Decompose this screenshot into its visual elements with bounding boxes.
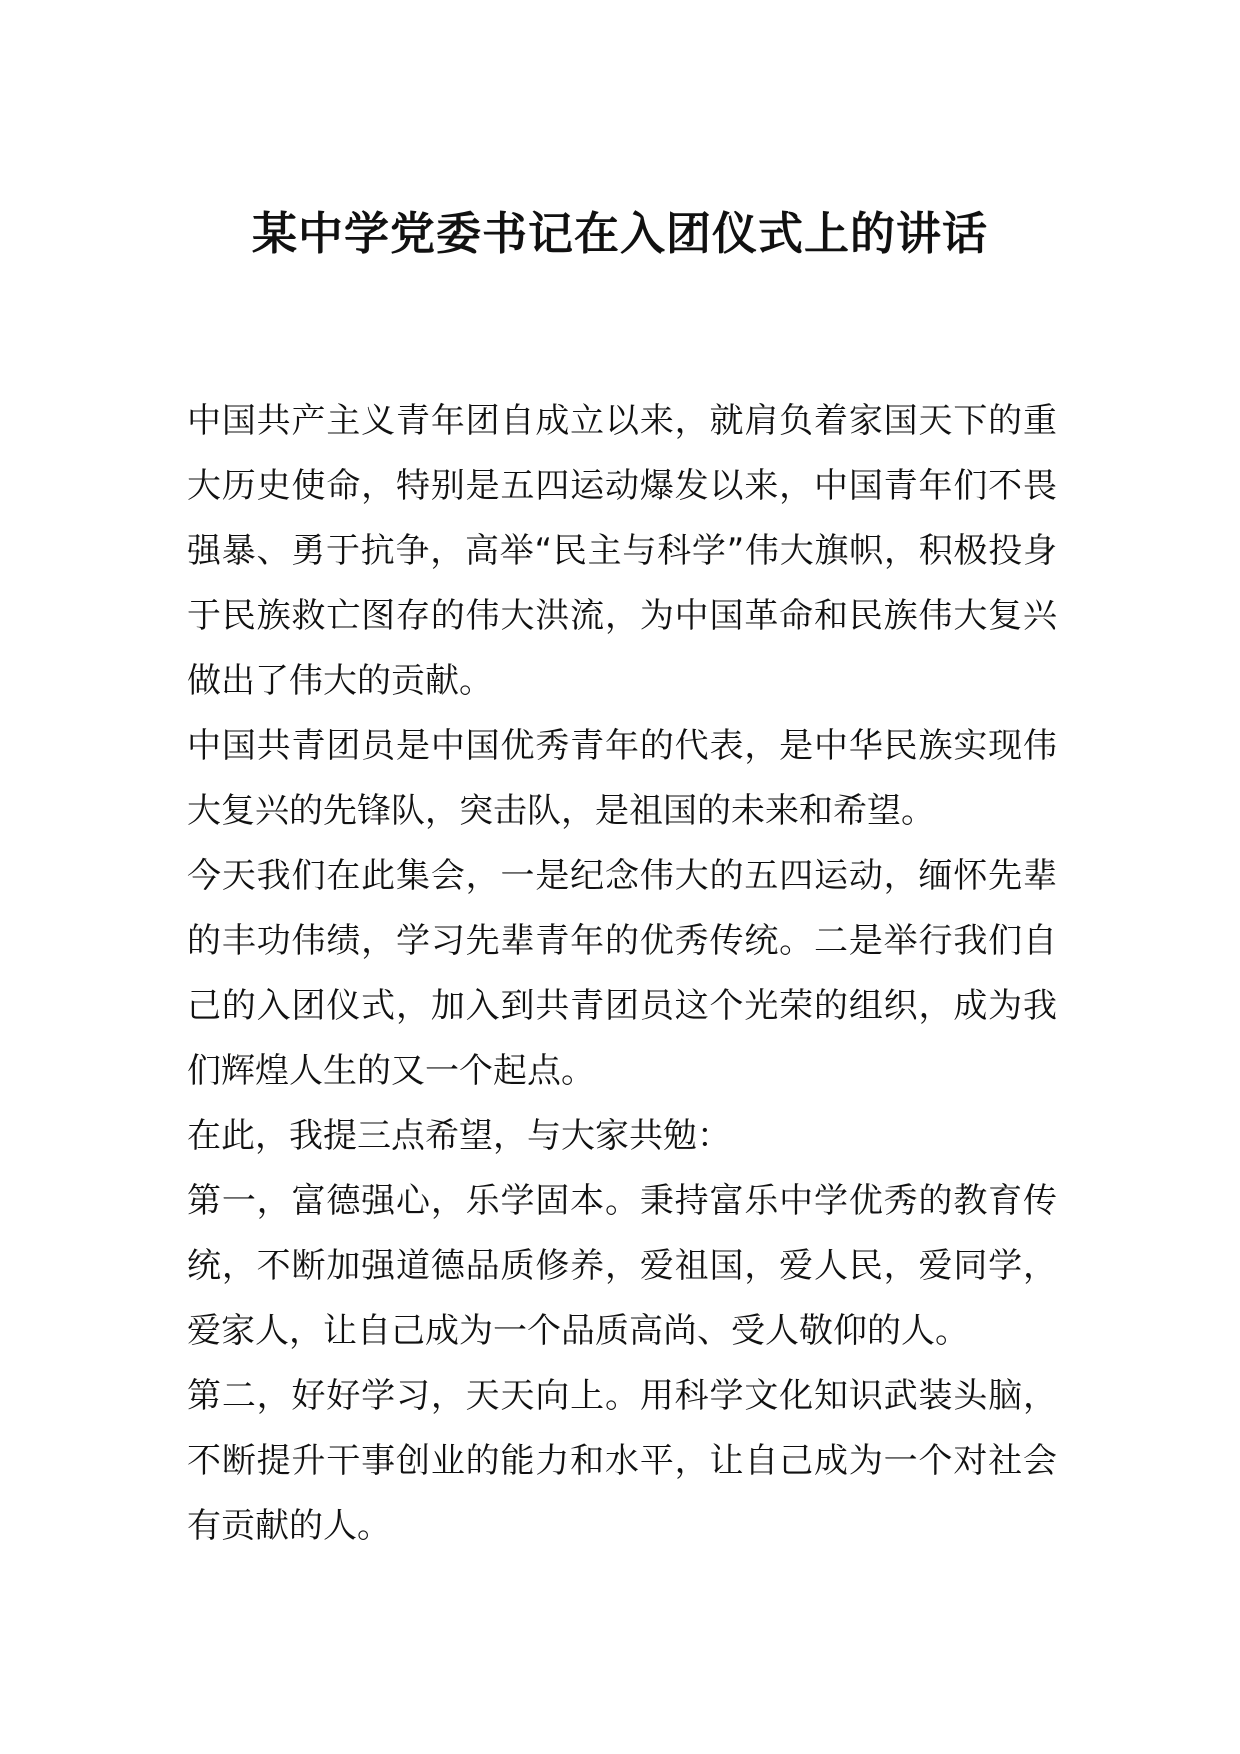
paragraph-hope-second: 第二，好好学习，天天向上。用科学文化知识武装头脑，不断提升干事创业的能力和水平，让自己成为一个对社会有贡献的人。 — [187, 1376, 1057, 1546]
paragraph-history: 中国共产主义青年团自成立以来，就肩负着家国天下的重大历史使命，特别是五四运动爆发以来，中国青年们不畏强暴、勇于抗争，高举“民主与科学”伟大旗帜，积极投身于民族救亡图存的伟大洪流，为中国革命和民族伟大复兴做出了伟大的贡献。 — [187, 401, 1057, 701]
paragraph-three-hopes-intro: 在此，我提三点希望，与大家共勉： — [187, 1116, 731, 1156]
paragraph-hope-first: 第一，富德强心，乐学固本。秉持富乐中学优秀的教育传统，不断加强道德品质修养，爱祖国，爱人民，爱同学，爱家人，让自己成为一个品质高尚、受人敬仰的人。 — [187, 1181, 1057, 1351]
document-body — [187, 389, 1057, 1559]
paragraph-league-members: 中国共青团员是中国优秀青年的代表，是中华民族实现伟大复兴的先锋队，突击队，是祖国的未来和希望。 — [187, 726, 1057, 831]
paragraph-today-gathering: 今天我们在此集会，一是纪念伟大的五四运动，缅怀先辈的丰功伟绩，学习先辈青年的优秀传统。二是举行我们自己的入团仪式，加入到共青团员这个光荣的组织，成为我们辉煌人生的又一个起点。 — [187, 856, 1057, 1091]
document-title: 某中学党委书记在入团仪式上的讲话 — [251, 207, 988, 260]
